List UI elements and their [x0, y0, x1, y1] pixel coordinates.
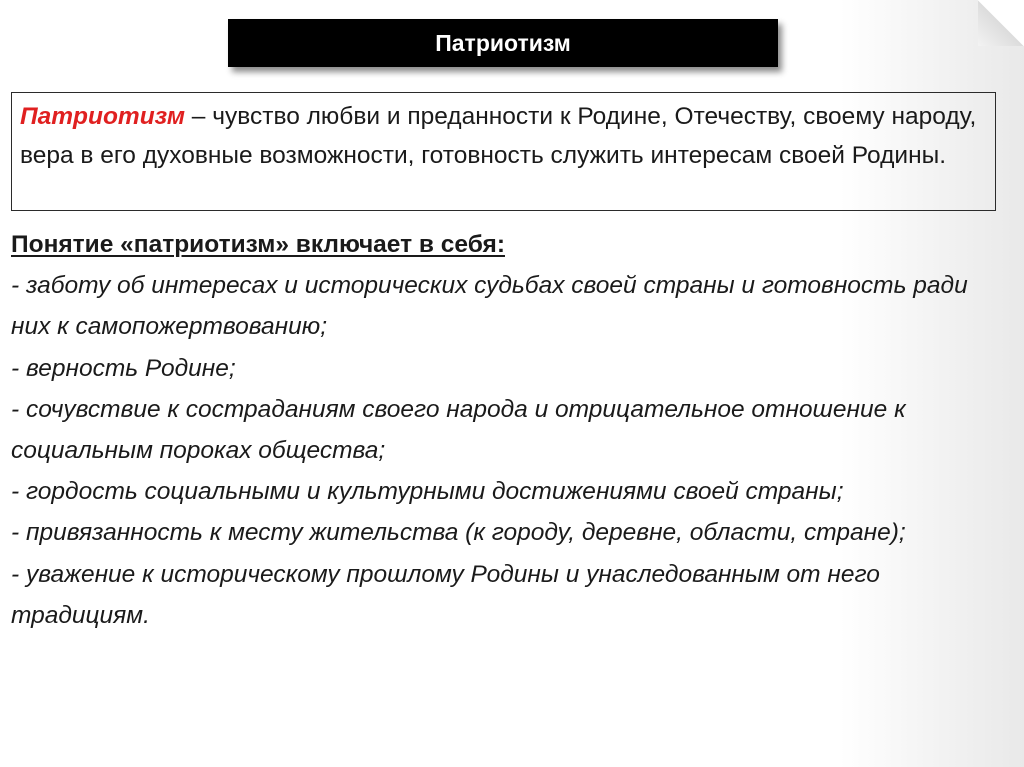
definition-term: Патриотизм — [20, 103, 185, 130]
concept-item: - верность Родине; — [11, 354, 236, 382]
definition-text: – чувство любви и преданности к Родине, Отечеству, своему народу, вера в его духовные возможности, готовность служить интересам своей Родины. — [20, 103, 977, 169]
slide-title: Патриотизм — [435, 29, 571, 56]
page-curl-decoration — [978, 0, 1024, 46]
concept-item: - уважение к историческому прошлому Родины и унаследованным от него традициям. — [11, 560, 880, 629]
concept-item: - привязанность к месту жительства (к городу, деревне, области, стране); — [11, 519, 906, 547]
concept-item: - гордость социальными и культурными достижениями своей страны; — [11, 478, 844, 506]
concept-section — [11, 224, 1011, 636]
concept-list — [11, 265, 1011, 636]
definition-box — [11, 92, 996, 211]
concept-item: - сочувствие к состраданиям своего народа и отрицательное отношение к социальным пороках общества; — [11, 395, 906, 465]
concept-item: - заботу об интересах и исторических судьбах своей страны и готовность ради них к самопожертвованию; — [11, 272, 968, 341]
slide-title-banner — [228, 19, 778, 67]
concept-heading: Понятие «патриотизм» включает в себя: — [11, 231, 505, 258]
